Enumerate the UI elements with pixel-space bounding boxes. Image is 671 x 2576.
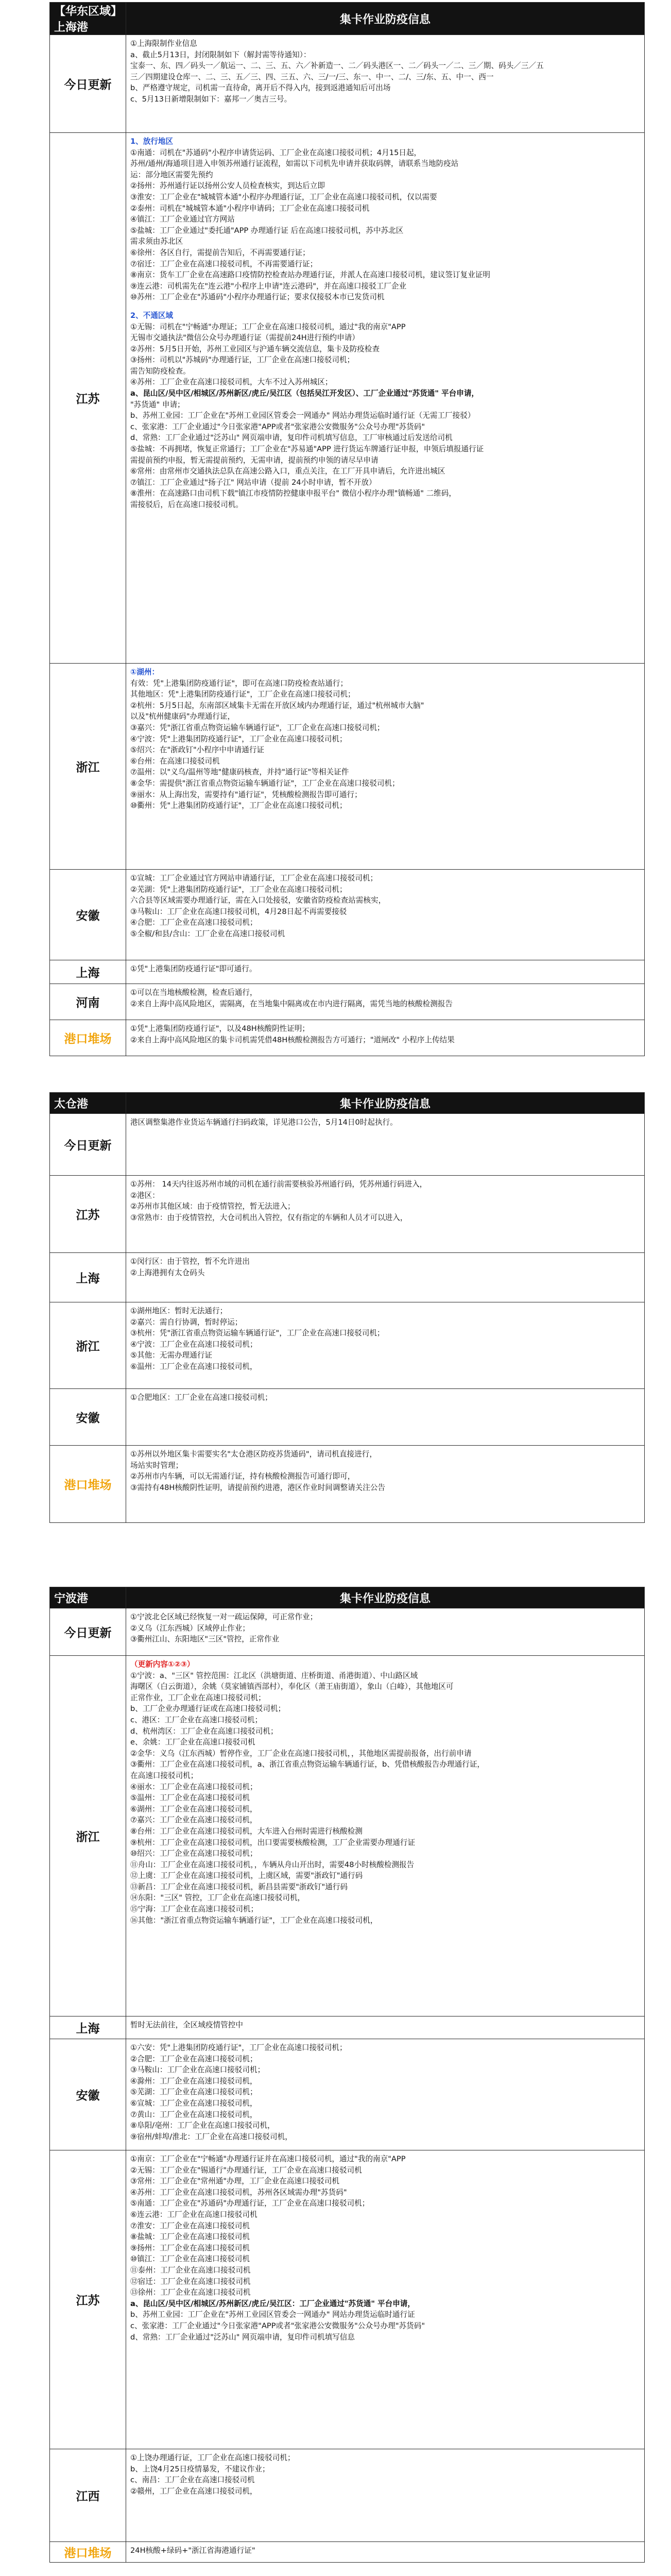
region-label: 【华东区域】 xyxy=(54,5,123,18)
region-anhui: 安徽 xyxy=(50,870,126,960)
list-item: 正常作业，工厂企业在高速口接驳司机； xyxy=(130,1693,266,1702)
shanghai-content xyxy=(126,1253,645,1302)
henan-content xyxy=(126,984,645,1020)
list-item: 港区调整集港作业货运车辆通行扫码政策，详见港口公告，5月14日0时起执行。 xyxy=(130,1118,398,1127)
port-drop-content xyxy=(126,1446,645,1523)
region-jiangsu: 江苏 xyxy=(50,2150,126,2449)
region-henan: 河南 xyxy=(50,984,126,1020)
region-today-update: 今日更新 xyxy=(50,1608,126,1656)
list-item: ①上海限制作业信息 xyxy=(130,39,197,48)
list-item: ②泰州：司机在"城城管本通"小程序申请码；工厂企业在高速口接驳司机 xyxy=(130,204,370,213)
list-item: ⑦黄山：工厂企业在高速口接驳司机， xyxy=(130,2110,257,2119)
region-jiangsu: 江苏 xyxy=(50,1176,126,1253)
list-item: ⑤南通：工厂企业在"苏通码"办理通行证，工厂企业在高速口接驳司机； xyxy=(130,2199,370,2208)
list-item: ①合肥地区：工厂企业在高速口接驳司机； xyxy=(130,1393,272,1402)
list-item: ⑦镇江：工厂企业通过"扬子江" 网站申请（提前 24小时申请，暂不开放） xyxy=(130,478,376,487)
list-item: ①宁波：a、"三区" 管控范围：江北区（洪塘街道、庄桥街道、甬港街道）、中山路区域 xyxy=(130,1671,418,1680)
list-item: c、港区：工厂企业在高速口接驳司机； xyxy=(130,1715,263,1724)
taicang-block xyxy=(49,1092,645,1523)
list-item: ⑧台州：工厂企业在高速口接驳司机，大车进入台州时需进行核酸检测 xyxy=(130,1826,363,1836)
list-item: a、昆山区/吴中区/相城区/苏州新区/虎丘/吴江区（包括吴江开发区）、工厂企业通过"苏货通" 平台申请， xyxy=(130,389,479,398)
list-item: e、余姚：工厂企业在高速口接驳司机 xyxy=(130,1738,255,1747)
list-item: 海曙区（白云街道），余姚（莫家铺镇西部村），奉化区（萧王庙街道），象山（白峰），其他地区可 xyxy=(130,1682,454,1691)
list-item: ⑨宿州/蚌埠/淮北：工厂企业在高速口接驳司机， xyxy=(130,2132,293,2141)
list-item: b、工厂企业办理通行证或在高速口接驳司机； xyxy=(130,1704,286,1714)
list-item: ⑧盐城：工厂企业在高速口接驳司机 xyxy=(130,2232,250,2242)
list-item: ①苏州： 14天内往返苏州市域的司机在通行前需要核验苏州通行码，凭苏州通行码进入， xyxy=(130,1180,427,1189)
list-item: 宝泰一、东、四／码头一／航运一、二、三、五、六／补新造一、二／码头港区一、二／码头一／二、三／期、码头／三／五 xyxy=(130,61,544,71)
list-item: 24H核酸+绿码+"浙江省海港通行证" xyxy=(130,2546,255,2555)
list-item: ①可以在当地核酸检测，检查后通行， xyxy=(130,988,257,997)
list-item: ⑬徐州：工厂企业在高速口接驳司机 xyxy=(130,2288,251,2297)
today-update-content xyxy=(126,1114,645,1176)
list-item: 需接驳后，后在高速口接驳司机。 xyxy=(130,500,243,509)
list-item: ⑤全椒/和县/含山：工厂企业在高速口接驳司机 xyxy=(130,929,285,938)
list-item: c、5月13日新增限制如下：嘉邦一／奥吉三号。 xyxy=(130,94,292,104)
list-item: ②金华：义乌（江东西城）暂停作业，工厂企业在高速口接驳司机，，其他地区需提前报备，出行前申请 xyxy=(130,1749,472,1758)
list-item: ⑪舟山：工厂企业在高速口接驳司机，，车辆从舟山开出时，需要48小时核酸检测报告 xyxy=(130,1860,415,1869)
list-item: ⑦淮安：工厂企业在高速口接驳司机 xyxy=(130,2221,250,2230)
list-item: ④镇江：工厂企业通过官方网站 xyxy=(130,215,235,224)
list-item: ③马鞍山：工厂企业在高速口接驳司机； xyxy=(130,2065,265,2075)
list-item: ①上饶办理通行证，工厂企业在高速口接驳司机； xyxy=(130,2453,295,2462)
list-item: ⑩镇江：工厂企业在高速口接驳司机 xyxy=(130,2255,250,2264)
list-item: ③常州：工厂企业在"常州通"办理，工厂企业在高速口接驳司机 xyxy=(130,2177,339,2186)
ningbo-block xyxy=(49,1587,645,2563)
list-item: ⑮宁海：工厂企业在高速口接驳司机； xyxy=(130,1905,259,1914)
region-anhui: 安徽 xyxy=(50,1389,126,1446)
region-port-drop: 港口堆场 xyxy=(50,2542,126,2563)
list-item: ②合肥：工厂企业在高速口接驳司机； xyxy=(130,2054,257,2063)
region-shanghai: 上海 xyxy=(50,960,126,984)
port-name: 宁波港 xyxy=(50,1587,126,1608)
port-name: 上海港 xyxy=(54,21,89,34)
list-item: b、苏州工业园：工厂企业在"苏州工业园区管委会一网通办" 网站办理货运临时通行证（无需工厂接驳） xyxy=(130,411,475,420)
list-item: ③常熟市：由于疫情管控，大仓司机出入管控，仅有指定的车辆和人员才可以进入， xyxy=(130,1213,408,1222)
list-item: 以及"杭州健康码"办理通行证， xyxy=(130,712,235,721)
list-item: ⑨杭州：工厂企业在高速口接驳司机，出口要需要核酸检测，工厂企业需要办理通行证 xyxy=(130,1838,416,1847)
region-zhejiang: 浙江 xyxy=(50,1302,126,1389)
list-item: 运：部分地区需要先预约 xyxy=(130,170,213,179)
list-item: ⑬新昌：工厂企业在高速口接驳司机，新昌县需要"浙政钉"通行码 xyxy=(130,1882,348,1891)
list-item: ⑥湖州：工厂企业在高速口接驳司机， xyxy=(130,1804,257,1814)
list-item: ⑤绍兴：在"浙政钉"小程序中申请通行证 xyxy=(130,745,265,755)
list-item: ①宁波北仑区域已经恢复一对一疏运保障，可正常作业； xyxy=(130,1613,318,1621)
list-item: ⑤盐城：不再拥堵，恢复正常通行；工厂企业在"苏易通"APP 进行货运车牌通行证申报，申领后填报通行证 xyxy=(130,445,484,454)
jiangsu-content xyxy=(126,133,645,664)
list-item: ⑥连云港：工厂企业在高速口接驳司机 xyxy=(130,2210,257,2219)
region-zhejiang: 浙江 xyxy=(50,1656,126,2016)
part-title: 1、放行地区 xyxy=(130,137,174,146)
list-item: ⑧淮州：在高速路口由司机下载"镇江市疫情防控健康申报平台" 微信小程序办理"镇畅通" 二维码， xyxy=(130,489,456,498)
list-item: ⑫宿迁：工厂企业在高速口接驳司机 xyxy=(130,2277,251,2286)
update-heading: （更新内容①②③） xyxy=(130,1660,195,1669)
list-item: ②港区： xyxy=(130,1191,160,1200)
list-item: ②苏州：5月5日开始，苏州工业园区与沪通车辆交流信息，集卡及防疫检查 xyxy=(130,344,380,353)
list-item: ④宁波：凭"上港集团防疫通行证"，工厂企业在高速口接驳司机； xyxy=(130,734,347,743)
list-item: ⑥温州：工厂企业在高速口接驳司机， xyxy=(130,1362,257,1371)
port-name: 太仓港 xyxy=(50,1093,126,1114)
list-item: 场站实时管理； xyxy=(130,1461,183,1470)
list-item: ④宁波：工厂企业在高速口接驳司机； xyxy=(130,1340,257,1349)
list-item: ⑦宿迁：工厂企业在高速口接驳司机，不再需要通行证； xyxy=(130,259,318,268)
list-item: ①南京：工厂企业在"宁畅通"办理通行证并在高速口接驳司机，通过"我的南京"APP xyxy=(130,2155,406,2163)
list-item: ②无锡：工厂企业在"锡通行"办理通行证，工厂企业在高速口接驳司机 xyxy=(130,2165,362,2175)
list-item: ④苏州：工厂企业在高速口接驳司机，大车不过入苏州城区； xyxy=(130,378,333,387)
list-item: 需提前预约申报，暂无需提前预约，无需申请，提前预约申领的请尽早申请 xyxy=(130,455,378,465)
list-item: a、截止5月13日，封闭限制如下（解封需等待通知）： xyxy=(130,50,311,59)
list-item: d、常熟：工厂企业通过"泛苏山" 网页端申请，复印件司机填写信息 xyxy=(130,2332,355,2342)
list-item: ⑥徐州：各区自行，需提前告知后，不再需要通行证； xyxy=(130,248,310,257)
list-item: ①凭"上港集团防疫通行证"，以及48H核酸阴性证明； xyxy=(130,1024,309,1033)
list-item: ⑧金华：需提供"浙江省重点物资运输车辆通行证"，工厂企业在高速口接驳司机； xyxy=(130,778,400,788)
list-item: c、张家港：工厂企业通过"今日张家港"APP或者"张家港公安微服务"公众号办理"苏货码" xyxy=(130,2321,425,2330)
list-item: ②苏州市其他区域：由于疫情管控，暂无法进入； xyxy=(130,1202,295,1211)
list-item: ②上海港拥有太仓码头 xyxy=(130,1268,205,1277)
region-today-update: 今日更新 xyxy=(50,1114,126,1176)
list-item: 在高速口接驳司机； xyxy=(130,1771,198,1780)
list-item: ③扬州：司机以"苏城码"办理通行证，工厂企业在高速口接驳司机； xyxy=(130,355,355,365)
list-item: ③杭州：凭"浙江省重点物资运输车辆通行证"，工厂企业在高速口接驳司机； xyxy=(130,1329,385,1338)
jiangsu-content xyxy=(126,1176,645,1253)
section-label xyxy=(50,3,126,35)
table-title: 集卡作业防疫信息 xyxy=(126,1093,645,1114)
list-item: ⑨连云港：司机需先在"连云港"小程序上申请"连云港码"，并在高速口接驳工厂企业 xyxy=(130,281,407,291)
list-item: b、严格遵守规定，司机需一直待命，离开后不得入内，接到返港通知后可出场 xyxy=(130,83,391,93)
part-title: 2、不通区域 xyxy=(130,311,174,320)
list-item: c、南昌：工厂企业在高速口接驳司机 xyxy=(130,2476,255,2485)
list-item: ②苏州市内车辆，可以无需通行证，持有核酸检测报告可通行即可， xyxy=(130,1472,355,1481)
list-item: 六合县等区域需要办理通行证，需在入口处接驳，安徽省防疫检查站需核实， xyxy=(130,896,386,905)
list-item: b、苏州工业园：工厂企业在"苏州工业园区管委会一网通办" 网站办理货运临时通行证 xyxy=(130,2310,415,2319)
today-update-content xyxy=(126,1608,645,1656)
region-zhejiang: 浙江 xyxy=(50,664,126,870)
list-item: a、昆山区/吴中区/相城区/苏州新区/虎丘/吴江区：工厂企业通过"苏货通" 平台申请， xyxy=(130,2299,415,2308)
region-shanghai: 上海 xyxy=(50,2016,126,2039)
list-item: ⑧阜阳/亳州：工厂企业在高速口接驳司机， xyxy=(130,2121,275,2130)
list-item: 需求须由苏北区 xyxy=(130,237,183,246)
list-item: ②义乌（江东西城）区域停止作业； xyxy=(130,1623,250,1633)
port-drop-content xyxy=(126,1020,645,1056)
today-update-content xyxy=(126,35,645,133)
list-item: "苏货通" 申请； xyxy=(130,400,185,409)
list-item: 需告知防疫检查。 xyxy=(130,366,191,376)
list-item: ①六安：凭"上港集团防疫通行证"，工厂企业在高速口接驳司机； xyxy=(130,2043,347,2052)
list-item: ⑤温州：工厂企业在高速口接驳司机 xyxy=(130,1793,250,1803)
list-item: ③马鞍山：工厂企业在高速口接驳司机，4月28日起不再需要接驳 xyxy=(130,907,347,916)
list-item: ②来自上海中高风险地区，需隔离，在当地集中隔离或在市内进行隔离，需凭当地的核酸检测报告 xyxy=(130,999,453,1008)
list-item: ⑥宣城：工厂企业在高速口接驳司机， xyxy=(130,2098,257,2108)
list-item: ⑪泰州：工厂企业在高速口接驳司机 xyxy=(130,2265,251,2275)
region-port-drop: 港口堆场 xyxy=(50,1020,126,1056)
list-item: ①宣城：工厂企业通过官方网站申请通行证，工厂企业在高速口接驳司机； xyxy=(130,874,378,883)
list-item: ③嘉兴：凭"浙江省重点物资运输车辆通行证"，工厂企业在高速口接驳司机； xyxy=(130,723,385,732)
list-item: 苏州/通州/海通项目进入申领苏州通行证流程，如需以下司机先申请并获取码牌，请联系当地防疫站 xyxy=(130,159,459,168)
list-item: ②扬州：苏州通行证以扬州公安人员检查核实，到达后立即 xyxy=(130,181,325,191)
list-item: ⑦嘉兴：工厂企业在高速口接驳司机， xyxy=(130,1816,257,1825)
list-item: ⑭东阳："三区" 管控，工厂企业在高速口接驳司机， xyxy=(130,1893,305,1903)
table-title: 集卡作业防疫信息 xyxy=(126,3,645,35)
list-item: 三／四期建设仓库一、二、三、五／三、四、三五、六、三/一/三、东一、中一、二/、三/东、五、中一、西一 xyxy=(130,72,494,81)
list-item: ④丽水：工厂企业在高速口接驳司机； xyxy=(130,1782,257,1791)
list-item: ⑥常州：由常州市交通执法总队在高速公路入口，重点关注，在工厂开具申请后，允许进出城区 xyxy=(130,467,445,476)
region-shanghai: 上海 xyxy=(50,1253,126,1302)
table-title: 集卡作业防疫信息 xyxy=(126,1587,645,1608)
region-anhui: 安徽 xyxy=(50,2039,126,2150)
shanghai-content xyxy=(126,960,645,984)
east-region-block xyxy=(49,2,645,1056)
list-item: 暂时无法前往，全区域疫情管控中 xyxy=(130,2021,243,2029)
list-item: ⑧南京：货车工厂企业在高速路口疫情防控检查站办理通行证，并派人在高速口接驳司机，建议签订复业证明 xyxy=(130,270,490,280)
list-item: ③衢州江山、东阳地区"三区"管控，正常作业 xyxy=(130,1635,280,1644)
list-item: 其他地区：凭"上港集团防疫通行证"，工厂企业在高速口接驳司机； xyxy=(130,690,355,699)
list-item: ⑩苏州：工厂企业在"苏通码"小程序办理通行证；要求仅接驳本市已发货司机 xyxy=(130,293,385,302)
anhui-content xyxy=(126,870,645,960)
list-item: ①凭"上港集团防疫通行证"即可通行。 xyxy=(130,964,257,973)
list-item: b、上饶4月25日疫情暴发，不建议作业； xyxy=(130,2464,270,2473)
anhui-content xyxy=(126,2039,645,2150)
list-item: ⑥台州：在高速口接驳司机 xyxy=(130,756,220,766)
list-item: ⑤芜湖：工厂企业在高速口接驳司机； xyxy=(130,2088,257,2097)
zhejiang-content xyxy=(126,664,645,870)
region-port-drop: 港口堆场 xyxy=(50,1446,126,1523)
region-jiangxi: 江西 xyxy=(50,2449,126,2542)
list-item: ⑨扬州：工厂企业在高速口接驳司机 xyxy=(130,2243,250,2252)
list-item: ③淮安：工厂企业在"城城管本通"小程序办理通行证，工厂企业在高速口接驳司机，仅以需要 xyxy=(130,192,437,201)
list-item: ②赣州，工厂企业在高速口接驳司机， xyxy=(130,2486,257,2496)
list-item: ①无锡：司机在"宁畅通"办理证；工厂企业在高速口接驳司机，通过"我的南京"APP xyxy=(130,322,406,331)
list-item: ③需持有48H核酸阴性证明，请提前预约进港，港区作业时间调整请关注公告 xyxy=(130,1483,386,1492)
list-item: 无锡市交通执法"微信公众号办理通行证（需提前24H进行预约申请） xyxy=(130,333,359,343)
list-item: ①苏州以外地区集卡需要实名"太仓港区防疫苏货通码"，请司机直接进行， xyxy=(130,1450,377,1459)
list-item: ①闵行区：由于管控，暂不允许进出 xyxy=(130,1257,250,1266)
zhejiang-content xyxy=(126,1302,645,1389)
list-item: c、张家港：工厂企业通过"今日张家港"APP或者"张家港公安微服务"公众号办理"苏货码" xyxy=(130,422,425,431)
list-item: ⑫上虞：工厂企业在高速口接驳司机，上虞区域，需要"浙政钉"通行码 xyxy=(130,1871,363,1880)
list-item: ④合肥：工厂企业在高速口接驳司机； xyxy=(130,918,257,927)
list-item: ①南通：司机在"苏通码"小程序申请货运码、工厂企业在高速口接驳司机；4月15日起， xyxy=(130,148,422,157)
list-item: 有效：凭"上港集团防疫通行证"，即可在高速口防疫检查站通行； xyxy=(130,679,348,688)
anhui-content xyxy=(126,1389,645,1446)
list-item: ⑤盐城：工厂企业通过"委托通"APP 办理通行证 后在高速口接驳司机，苏中苏北区 xyxy=(130,226,404,235)
list-item: ④苏州：工厂企业在高速口接驳司机，苏州各区域需办理"苏货码" xyxy=(130,2188,347,2197)
list-item: ②嘉兴：需自行协调，暂时停运； xyxy=(130,1317,243,1327)
list-item: ①湖州： xyxy=(130,668,160,676)
list-item: ⑩衢州：凭"上港集团防疫通行证"，工厂企业在高速口接驳司机； xyxy=(130,801,347,810)
list-item: d、杭州湾区：工厂企业在高速口接驳司机； xyxy=(130,1726,278,1736)
region-jiangsu: 江苏 xyxy=(50,133,126,664)
region-today-update: 今日更新 xyxy=(50,35,126,133)
list-item: ②来自上海中高风险地区的集卡司机需凭借48H核酸检测报告方可通行；"道闸改" 小程序上传结果 xyxy=(130,1035,455,1044)
zhejiang-content xyxy=(126,1656,645,2016)
shanghai-content xyxy=(126,2016,645,2039)
list-item: ③衢州：工厂企业在高速口接驳司机，a、浙江省重点物资运输车辆通行证，b、凭借核酸报告办理通行证， xyxy=(130,1760,485,1769)
list-item: ⑦温州：以"义乌/温州等地"健康码核查，并持"通行证"等相关证件 xyxy=(130,768,349,777)
list-item: ⑩绍兴：工厂企业在高速口接驳司机； xyxy=(130,1849,257,1858)
list-item: ②杭州：5月5日起，东南部区域集卡无需在开放区域内办理通行证，通过"杭州城市大脑" xyxy=(130,701,424,710)
list-item: ⑤其他：无需办理通行证 xyxy=(130,1351,213,1360)
jiangsu-content xyxy=(126,2150,645,2449)
list-item: ②芜湖：凭"上港集团防疫通行证"，工厂企业在高速口接驳司机； xyxy=(130,885,347,894)
list-item: ④滁州：工厂企业在高速口接驳司机， xyxy=(130,2076,257,2086)
list-item: ⑨丽水：从上海出发，需要持有"通行证"，凭核酸检测报告即可通行； xyxy=(130,790,362,799)
list-item: ⑯其他："浙江省重点物资运输车辆通行证"，工厂企业在高速口接驳司机， xyxy=(130,1916,378,1925)
port-drop-content xyxy=(126,2542,645,2563)
list-item: ①湖州地区：暂时无法通行； xyxy=(130,1307,228,1315)
jiangxi-content xyxy=(126,2449,645,2542)
list-item: d、常熟：工厂企业通过"泛苏山" 网页端申请，复印件司机填写信息，工厂审核通过后发送给司机 xyxy=(130,433,453,443)
